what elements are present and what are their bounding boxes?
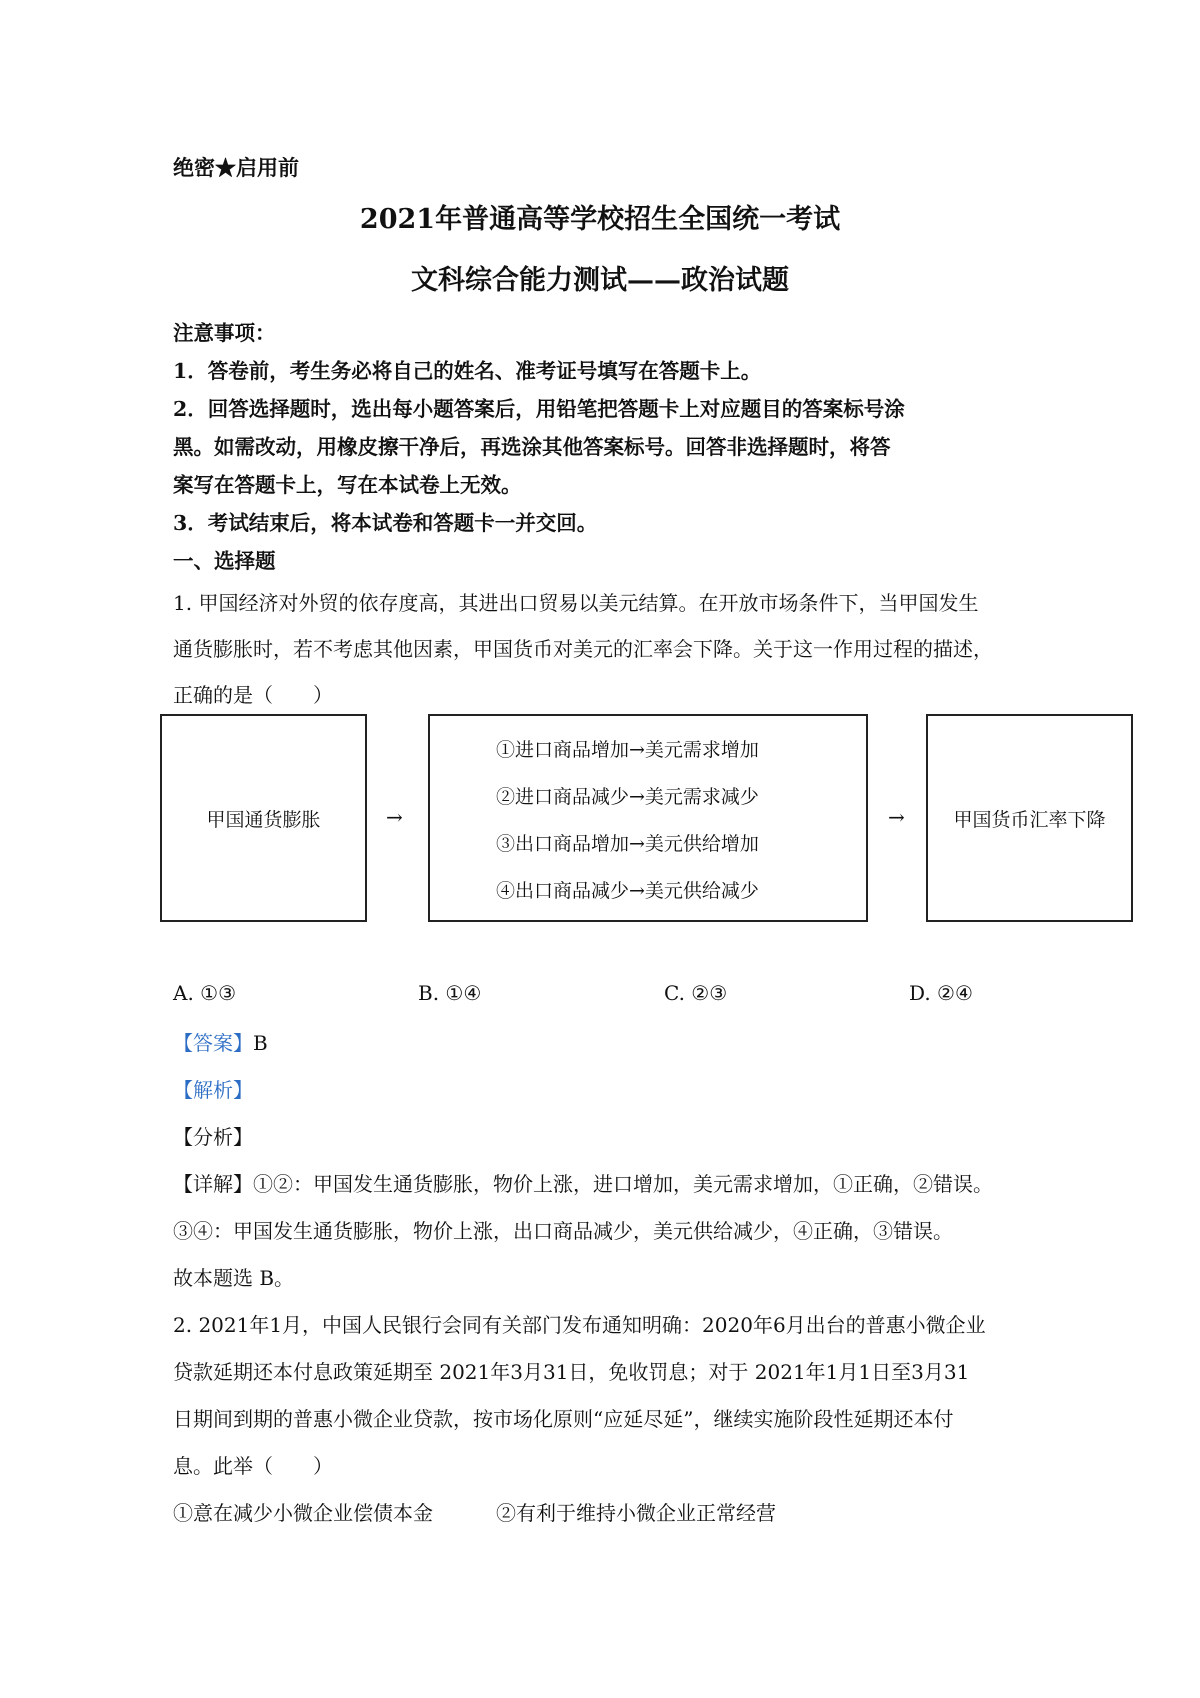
- diagram-option-1: ①进口商品增加→美元需求增加: [496, 739, 759, 761]
- answer-label: 【答案】: [173, 1031, 253, 1055]
- q1-option-d: D. ②④: [909, 981, 973, 1005]
- q1-stem-line2: 通货膨胀时，若不考虑其他因素，甲国货币对美元的汇率会下降。关于这一作用过程的描述，: [173, 637, 993, 661]
- q1-detail-line2: ③④：甲国发生通货膨胀，物价上涨，出口商品减少，美元供给减少，④正确，③错误。: [173, 1219, 953, 1243]
- notice-heading: 注意事项：: [173, 321, 276, 345]
- diagram-right-text: 甲国货币汇率下降: [953, 809, 1106, 831]
- answer-value: B: [253, 1031, 268, 1055]
- q2-option-2: ②有利于维持小微企业正常经营: [496, 1501, 776, 1525]
- q2-stem-line2: 贷款延期还本付息政策延期至 2021年3月31日，免收罚息；对于 2021年1月1日至3月31: [173, 1360, 970, 1384]
- diagram-left-text: 甲国通货膨胀: [206, 809, 321, 831]
- q1-option-c: C. ②③: [664, 981, 728, 1005]
- q2-stem-line3: 日期间到期的普惠小微企业贷款，按市场化原则“应延尽延”，继续实施阶段性延期还本付: [173, 1407, 954, 1431]
- q1-stem-line3: 正确的是（ ）: [173, 683, 333, 707]
- analysis-label: 【解析】: [173, 1078, 253, 1102]
- exam-title: 2021年普通高等学校招生全国统一考试: [359, 204, 841, 235]
- secret-label: 绝密★启用前: [173, 155, 299, 180]
- q1-answer: [173, 1027, 268, 1056]
- diagram-arrow-2: →: [888, 805, 905, 829]
- diagram-option-2: ②进口商品减少→美元需求减少: [496, 786, 759, 808]
- q1-option-a: A. ①③: [173, 981, 237, 1005]
- detail-text-1: ①②：甲国发生通货膨胀，物价上涨，进口增加，美元需求增加，①正确，②错误。: [253, 1172, 993, 1196]
- notice-item-1: 1．答卷前，考生务必将自己的姓名、准考证号填写在答题卡上。: [173, 359, 762, 383]
- section-title: 一、选择题: [173, 549, 276, 573]
- notice-item-3: 3．考试结束后，将本试卷和答题卡一并交回。: [173, 511, 598, 535]
- exam-subtitle: 文科综合能力测试——政治试题: [411, 265, 789, 296]
- fenxi-label: 【分析】: [173, 1125, 253, 1149]
- detail-label: 【详解】: [173, 1172, 253, 1196]
- diagram-option-4: ④出口商品减少→美元供给减少: [496, 880, 759, 902]
- q2-stem-line4: 息。此举（ ）: [173, 1454, 333, 1478]
- q1-stem-line1: 1. 甲国经济对外贸的依存度高，其进出口贸易以美元结算。在开放市场条件下，当甲国发生: [173, 591, 979, 615]
- q1-option-b: B. ①④: [418, 981, 482, 1005]
- diagram-option-3: ③出口商品增加→美元供给增加: [496, 833, 759, 855]
- notice-item-2-line2: 黑。如需改动，用橡皮擦干净后，再选涂其他答案标号。回答非选择题时，将答: [173, 435, 891, 459]
- notice-item-2-line1: 2．回答选择题时，选出每小题答案后，用铅笔把答题卡上对应题目的答案标号涂: [173, 397, 905, 421]
- q2-stem-line1: 2. 2021年1月，中国人民银行会同有关部门发布通知明确：2020年6月出台的普惠小微企业: [173, 1313, 986, 1337]
- q1-conclusion: 故本题选 B。: [173, 1266, 295, 1290]
- notice-item-2-line3: 案写在答题卡上，写在本试卷上无效。: [173, 473, 522, 497]
- q2-option-1: ①意在减少小微企业偿债本金: [173, 1501, 433, 1525]
- diagram-arrow-1: →: [386, 805, 403, 829]
- q1-detail-line1: [173, 1168, 993, 1197]
